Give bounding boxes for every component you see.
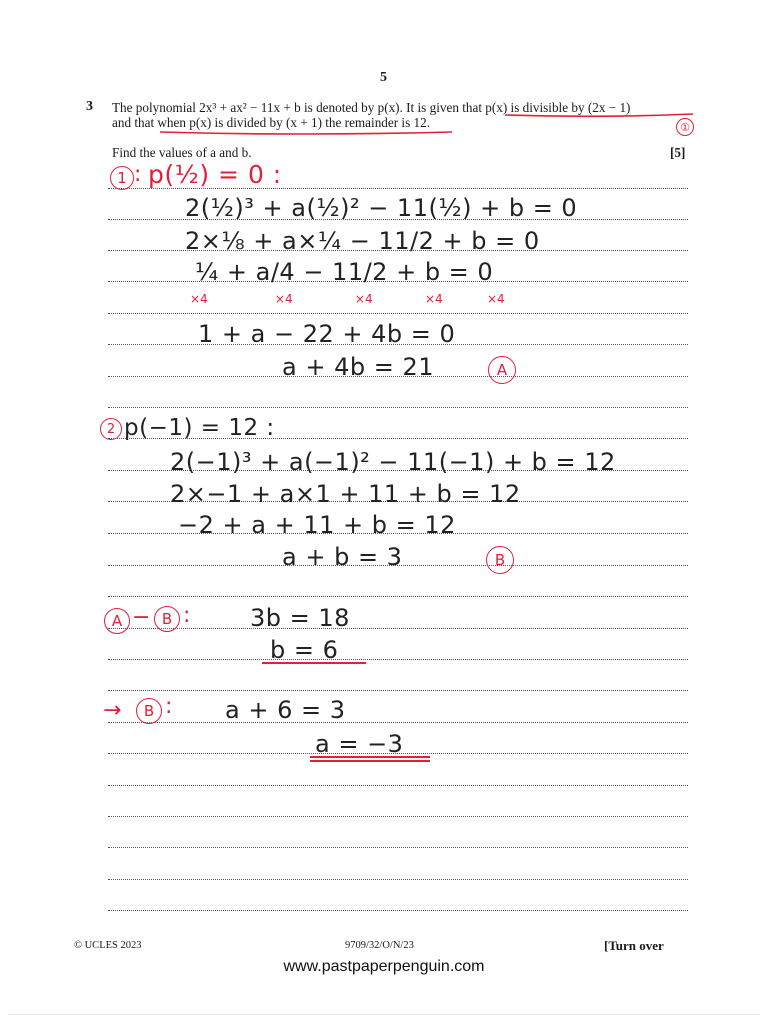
c2-simplify: −2 + a + 11 + b = 12 [178,511,456,539]
c1-multiplied: 1 + a − 22 + 4b = 0 [198,320,456,348]
times-4-note: ×4 [190,292,208,306]
question-number: 3 [86,99,93,114]
answer-line [108,628,688,629]
answer-line [108,722,688,723]
times-4-note: ×4 [487,292,505,306]
step3-equation: 3b = 18 [250,604,350,632]
answer-line [108,659,688,660]
minus-sign: − [132,605,151,630]
question-instruction: Find the values of a and b. [112,145,252,160]
equation-b-label: B [486,546,514,574]
step4-colon: : [165,694,173,719]
c2-substitution: 2(−1)³ + a(−1)² − 11(−1) + b = 12 [170,448,616,476]
website-watermark: www.pastpaperpenguin.com [283,958,485,975]
condition-2-circled-label: 2 [100,418,122,440]
c1-simplify: ¼ + a/4 − 11/2 + b = 0 [195,258,494,286]
question-text-line-2: and that when p(x) is divided by (x + 1) the remainder is 12. [112,115,431,130]
a-value-double-underline [310,760,430,762]
answer-line [108,785,688,786]
question-text-line-1: The polynomial 2x³ + ax² − 11x + b is denoted by p(x). It is given that p(x) is divisible by (2x − 1) [112,100,631,115]
condition-1-colon: : [134,162,142,187]
c1-result-equation: a + 4b = 21 [282,353,434,381]
step3-colon: : [183,603,191,628]
step4-label-b: B [136,698,162,724]
underline-remainder [160,132,452,134]
answer-line [108,690,688,691]
times-4-note: ×4 [355,292,373,306]
c2-expand: 2×−1 + a×1 + 11 + b = 12 [170,480,521,508]
a-value: a = −3 [315,730,404,758]
a-value-underline [310,756,430,758]
copyright: © UCLES 2023 [74,940,142,951]
marks-allocation: [5] [670,145,686,160]
answer-line [108,407,688,408]
step3-label-a: A [104,608,130,634]
answer-line [108,596,688,597]
answer-line [108,847,688,848]
page-number: 5 [380,70,387,85]
b-value: b = 6 [270,636,339,664]
b-value-underline [262,662,366,664]
turn-over: [Turn over [604,938,664,953]
step4-equation: a + 6 = 3 [225,696,346,724]
paper-code: 9709/32/O/N/23 [345,940,414,951]
underline-divisible [505,114,693,116]
condition-1-circled-label: 1 [110,166,134,190]
c2-result-equation: a + b = 3 [282,543,403,571]
c1-substitution: 2(½)³ + a(½)² − 11(½) + b = 0 [185,194,578,222]
equation-a-label: A [488,356,516,384]
answer-line [108,313,688,314]
condition-2-heading: p(−1) = 12 : [124,415,275,441]
answer-line [108,910,688,911]
c1-expand: 2×⅛ + a×¼ − 11/2 + b = 0 [185,227,540,255]
answer-line [108,816,688,817]
arrow-icon: → [103,698,122,723]
times-4-note: ×4 [275,292,293,306]
margin-circled-mark: ① [676,118,694,136]
condition-1-heading: p(½) = 0 : [148,160,282,189]
answer-line [108,879,688,880]
times-4-note: ×4 [425,292,443,306]
step3-label-b: B [154,606,180,632]
